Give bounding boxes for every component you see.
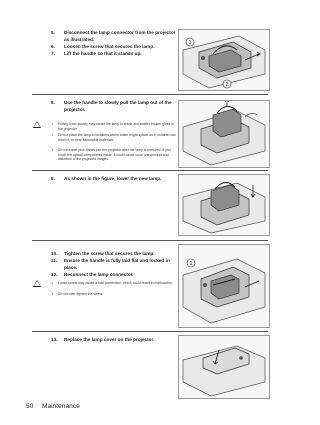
step-number: 6. (51, 44, 55, 49)
projector-lamp-drawing-5 (179, 336, 269, 398)
projector-lamp-drawing-4 (179, 245, 269, 327)
step-text: Reconnect the lamp connector. (64, 272, 134, 277)
section-divider (32, 331, 268, 332)
step-number: 5. (51, 30, 55, 35)
step-text: Tighten the screw that secures the lamp. (64, 251, 155, 256)
lamp-cover-illustration (178, 335, 270, 399)
step-number: 7. (51, 51, 55, 56)
callout-1: 1 (189, 261, 193, 267)
step-number: 13. (51, 337, 58, 342)
lamp-removal-illustration (178, 100, 270, 168)
lamp-connector-illustration (178, 29, 270, 91)
step-number: 10. (51, 251, 58, 256)
step-text: Ensure the handle is fully laid flat and locked in place. (64, 258, 170, 270)
bullet: • (52, 281, 54, 285)
note-text: Do not over tighten the screw. (58, 292, 103, 296)
section-divider (32, 94, 268, 95)
step-text: As shown in the figure, lower the new lamp. (64, 176, 162, 181)
bullet: • (52, 133, 54, 137)
section-title: Maintenance (42, 403, 80, 410)
note-text: Do not insert your hands into the projector after the lamp is removed. If you touch the optical components inside, it could cause color unevenness and distortion of the projected images. (58, 148, 171, 161)
bullet: • (52, 122, 54, 126)
lamp-lowering-illustration (178, 174, 270, 236)
note-text: Pulling it too quickly may cause the lamp to break and scatter broken glass in the projector. (58, 122, 174, 131)
step-text: Disconnect the lamp connector from the projector as illustrated. (64, 30, 176, 42)
projector-lamp-drawing-3 (179, 175, 269, 235)
page-number: 50 (26, 403, 34, 410)
note-text: Loose screw may cause a bad connection, which could result in malfunction. (58, 281, 173, 285)
section-divider (32, 240, 268, 241)
projector-lamp-drawing-2 (179, 101, 269, 167)
step-text: Lift the handle so that it stands up. (64, 51, 142, 56)
caution-icon: ! (33, 121, 41, 128)
callout-1: 1 (188, 40, 192, 46)
step-number: 8. (51, 100, 55, 105)
bullet: • (52, 148, 54, 152)
step-text: Loosen the screw that secures the lamp. (64, 44, 155, 49)
lamp-secure-illustration (178, 244, 270, 328)
step-text: Replace the lamp cover on the projector. (64, 337, 155, 342)
section-divider (32, 170, 268, 171)
step-number: 12. (51, 272, 58, 277)
step-text: Use the handle to slowly pull the lamp out of the projector. (64, 100, 172, 112)
step-number: 11. (51, 258, 58, 263)
step-number: 9. (51, 176, 55, 181)
caution-icon: ! (33, 280, 41, 287)
projector-lamp-drawing-1 (179, 30, 269, 90)
callout-2: 2 (225, 82, 229, 88)
bullet: • (52, 292, 54, 296)
note-text: Do not place the lamp in locations where water might splash on it, children can reach it, or near flammable materials. (58, 133, 176, 142)
